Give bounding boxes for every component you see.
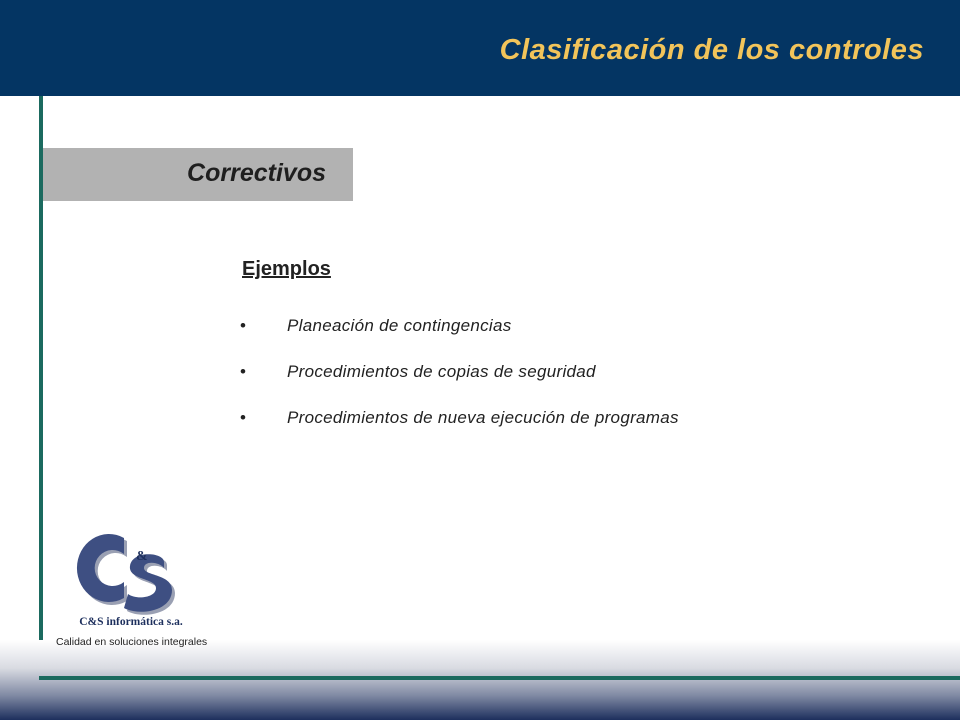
svg-text:&: & (136, 549, 148, 564)
section-title: Correctivos (187, 159, 326, 187)
bullet-icon: • (240, 316, 246, 335)
section-label-box (43, 148, 353, 201)
list-item-text: Procedimientos de nueva ejecución de programas (287, 408, 679, 427)
frame-bottom-border (39, 676, 960, 680)
company-tagline: Calidad en soluciones integrales (56, 636, 208, 648)
header-bar (0, 0, 960, 96)
company-name: C&S informática s.a. (79, 616, 183, 628)
bullet-icon: • (240, 362, 246, 381)
company-logo (56, 518, 216, 653)
bullet-icon: • (240, 408, 246, 427)
list-item-text: Procedimientos de copias de seguridad (287, 362, 596, 381)
list-item-text: Planeación de contingencias (287, 316, 512, 335)
cs-logo-icon (64, 522, 184, 618)
examples-heading: Ejemplos (242, 258, 331, 280)
slide-title: Clasificación de los controles (499, 34, 924, 66)
